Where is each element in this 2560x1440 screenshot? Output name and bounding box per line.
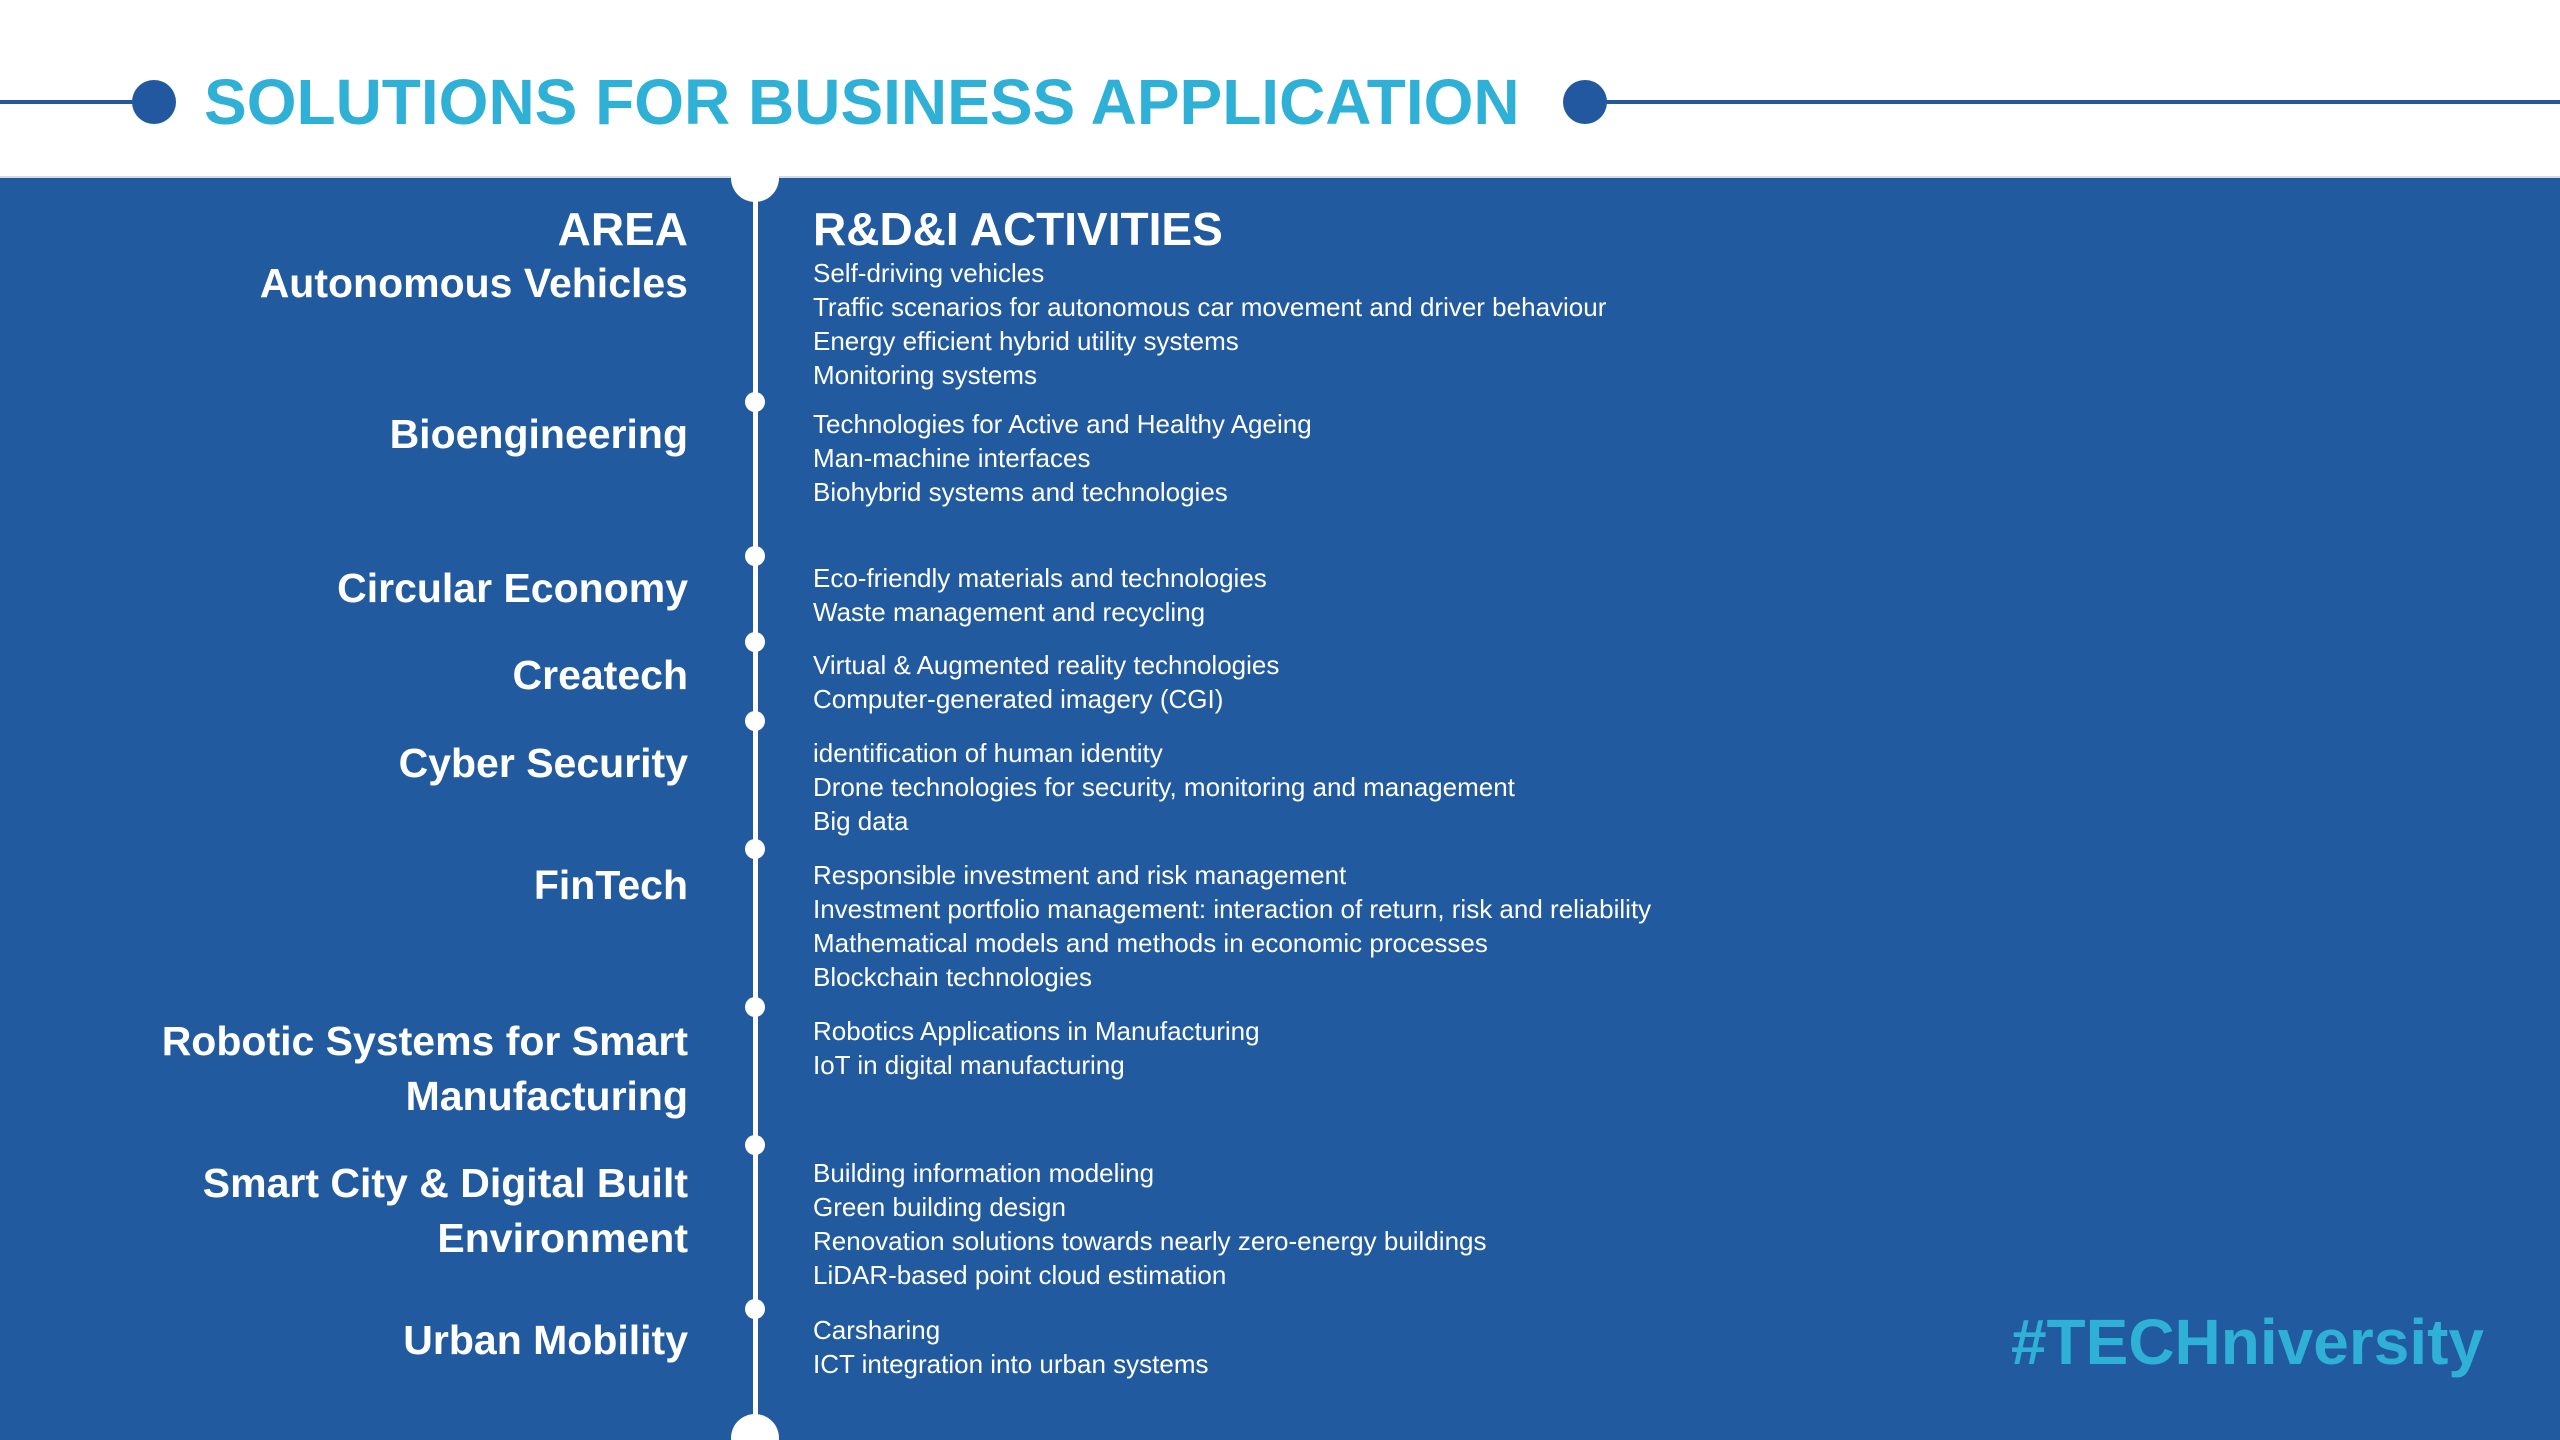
hashtag: #TECHniversity	[2010, 1306, 2484, 1378]
activities-column-heading: R&D&I ACTIVITIES	[813, 203, 1223, 255]
activity-item: identification of human identity	[813, 738, 1163, 768]
activity-item: LiDAR-based point cloud estimation	[813, 1260, 1227, 1290]
activity-list-urban-mobility	[813, 1313, 1208, 1381]
header-line-left	[0, 100, 135, 104]
timeline-dot	[745, 392, 765, 412]
timeline-line	[753, 178, 758, 1440]
timeline-dot	[745, 997, 765, 1017]
area-label-circular-economy: Circular Economy	[337, 565, 688, 611]
activity-item: Investment portfolio management: interaction of return, risk and reliability	[813, 894, 1652, 924]
page-title: SOLUTIONS FOR BUSINESS APPLICATION	[204, 66, 1520, 138]
area-label-robotic-systems: Robotic Systems for Smart Manufacturing	[161, 1018, 688, 1119]
header-dot-left	[132, 80, 176, 124]
timeline-dot	[745, 839, 765, 859]
activity-item: Waste management and recycling	[813, 597, 1206, 627]
timeline-dot	[745, 632, 765, 652]
activity-item: Responsible investment and risk management	[813, 860, 1347, 890]
activity-item: Self-driving vehicles	[813, 258, 1045, 288]
activity-list-robotic-systems	[813, 1014, 1260, 1082]
activity-item: Technologies for Active and Healthy Ageing	[813, 409, 1312, 439]
timeline-cap-top	[731, 154, 779, 202]
header-line-right	[1605, 100, 2560, 104]
activity-item: Carsharing	[813, 1315, 941, 1345]
timeline-dot	[745, 711, 765, 731]
area-label-autonomous-vehicles: Autonomous Vehicles	[259, 260, 688, 306]
activity-list-fintech	[813, 858, 1651, 994]
activity-item: Virtual & Augmented reality technologies	[813, 650, 1280, 680]
area-label-fintech: FinTech	[533, 862, 688, 908]
activity-list-bioengineering	[813, 407, 1312, 509]
activity-item: Green building design	[813, 1192, 1066, 1222]
activity-item: Biohybrid systems and technologies	[813, 477, 1228, 507]
activity-item: Building information modeling	[813, 1158, 1155, 1188]
area-label-smart-city: Smart City & Digital Built Environment	[202, 1160, 688, 1261]
activity-list-autonomous-vehicles	[813, 256, 1606, 392]
timeline-dot	[745, 546, 765, 566]
header-dot-right	[1563, 80, 1607, 124]
activity-list-cyber-security	[813, 736, 1515, 838]
activity-item: Eco-friendly materials and technologies	[813, 563, 1267, 593]
area-label-urban-mobility: Urban Mobility	[403, 1317, 688, 1363]
activity-item: Mathematical models and methods in economic processes	[813, 928, 1488, 958]
activity-item: ICT integration into urban systems	[813, 1349, 1209, 1379]
activity-item: Drone technologies for security, monitoring and management	[813, 772, 1515, 802]
area-label-createch: Createch	[512, 652, 688, 698]
activity-item: Computer-generated imagery (CGI)	[813, 684, 1224, 714]
activity-item: IoT in digital manufacturing	[813, 1050, 1125, 1080]
area-column-heading: AREA	[557, 203, 688, 255]
timeline-dot	[745, 1135, 765, 1155]
activity-item: Energy efficient hybrid utility systems	[813, 326, 1239, 356]
activity-list-createch	[813, 648, 1279, 716]
activity-item: Man-machine interfaces	[813, 443, 1091, 473]
activity-item: Monitoring systems	[813, 360, 1037, 390]
activity-item: Big data	[813, 806, 909, 836]
activity-list-circular-economy	[813, 561, 1267, 629]
activity-item: Blockchain technologies	[813, 962, 1092, 992]
timeline-dot	[745, 1299, 765, 1319]
activity-item: Renovation solutions towards nearly zero-energy buildings	[813, 1226, 1487, 1256]
activity-item: Robotics Applications in Manufacturing	[813, 1016, 1260, 1046]
activity-list-smart-city	[813, 1156, 1487, 1292]
area-label-cyber-security: Cyber Security	[398, 740, 688, 786]
activity-item: Traffic scenarios for autonomous car movement and driver behaviour	[813, 292, 1607, 322]
area-label-bioengineering: Bioengineering	[389, 411, 688, 457]
